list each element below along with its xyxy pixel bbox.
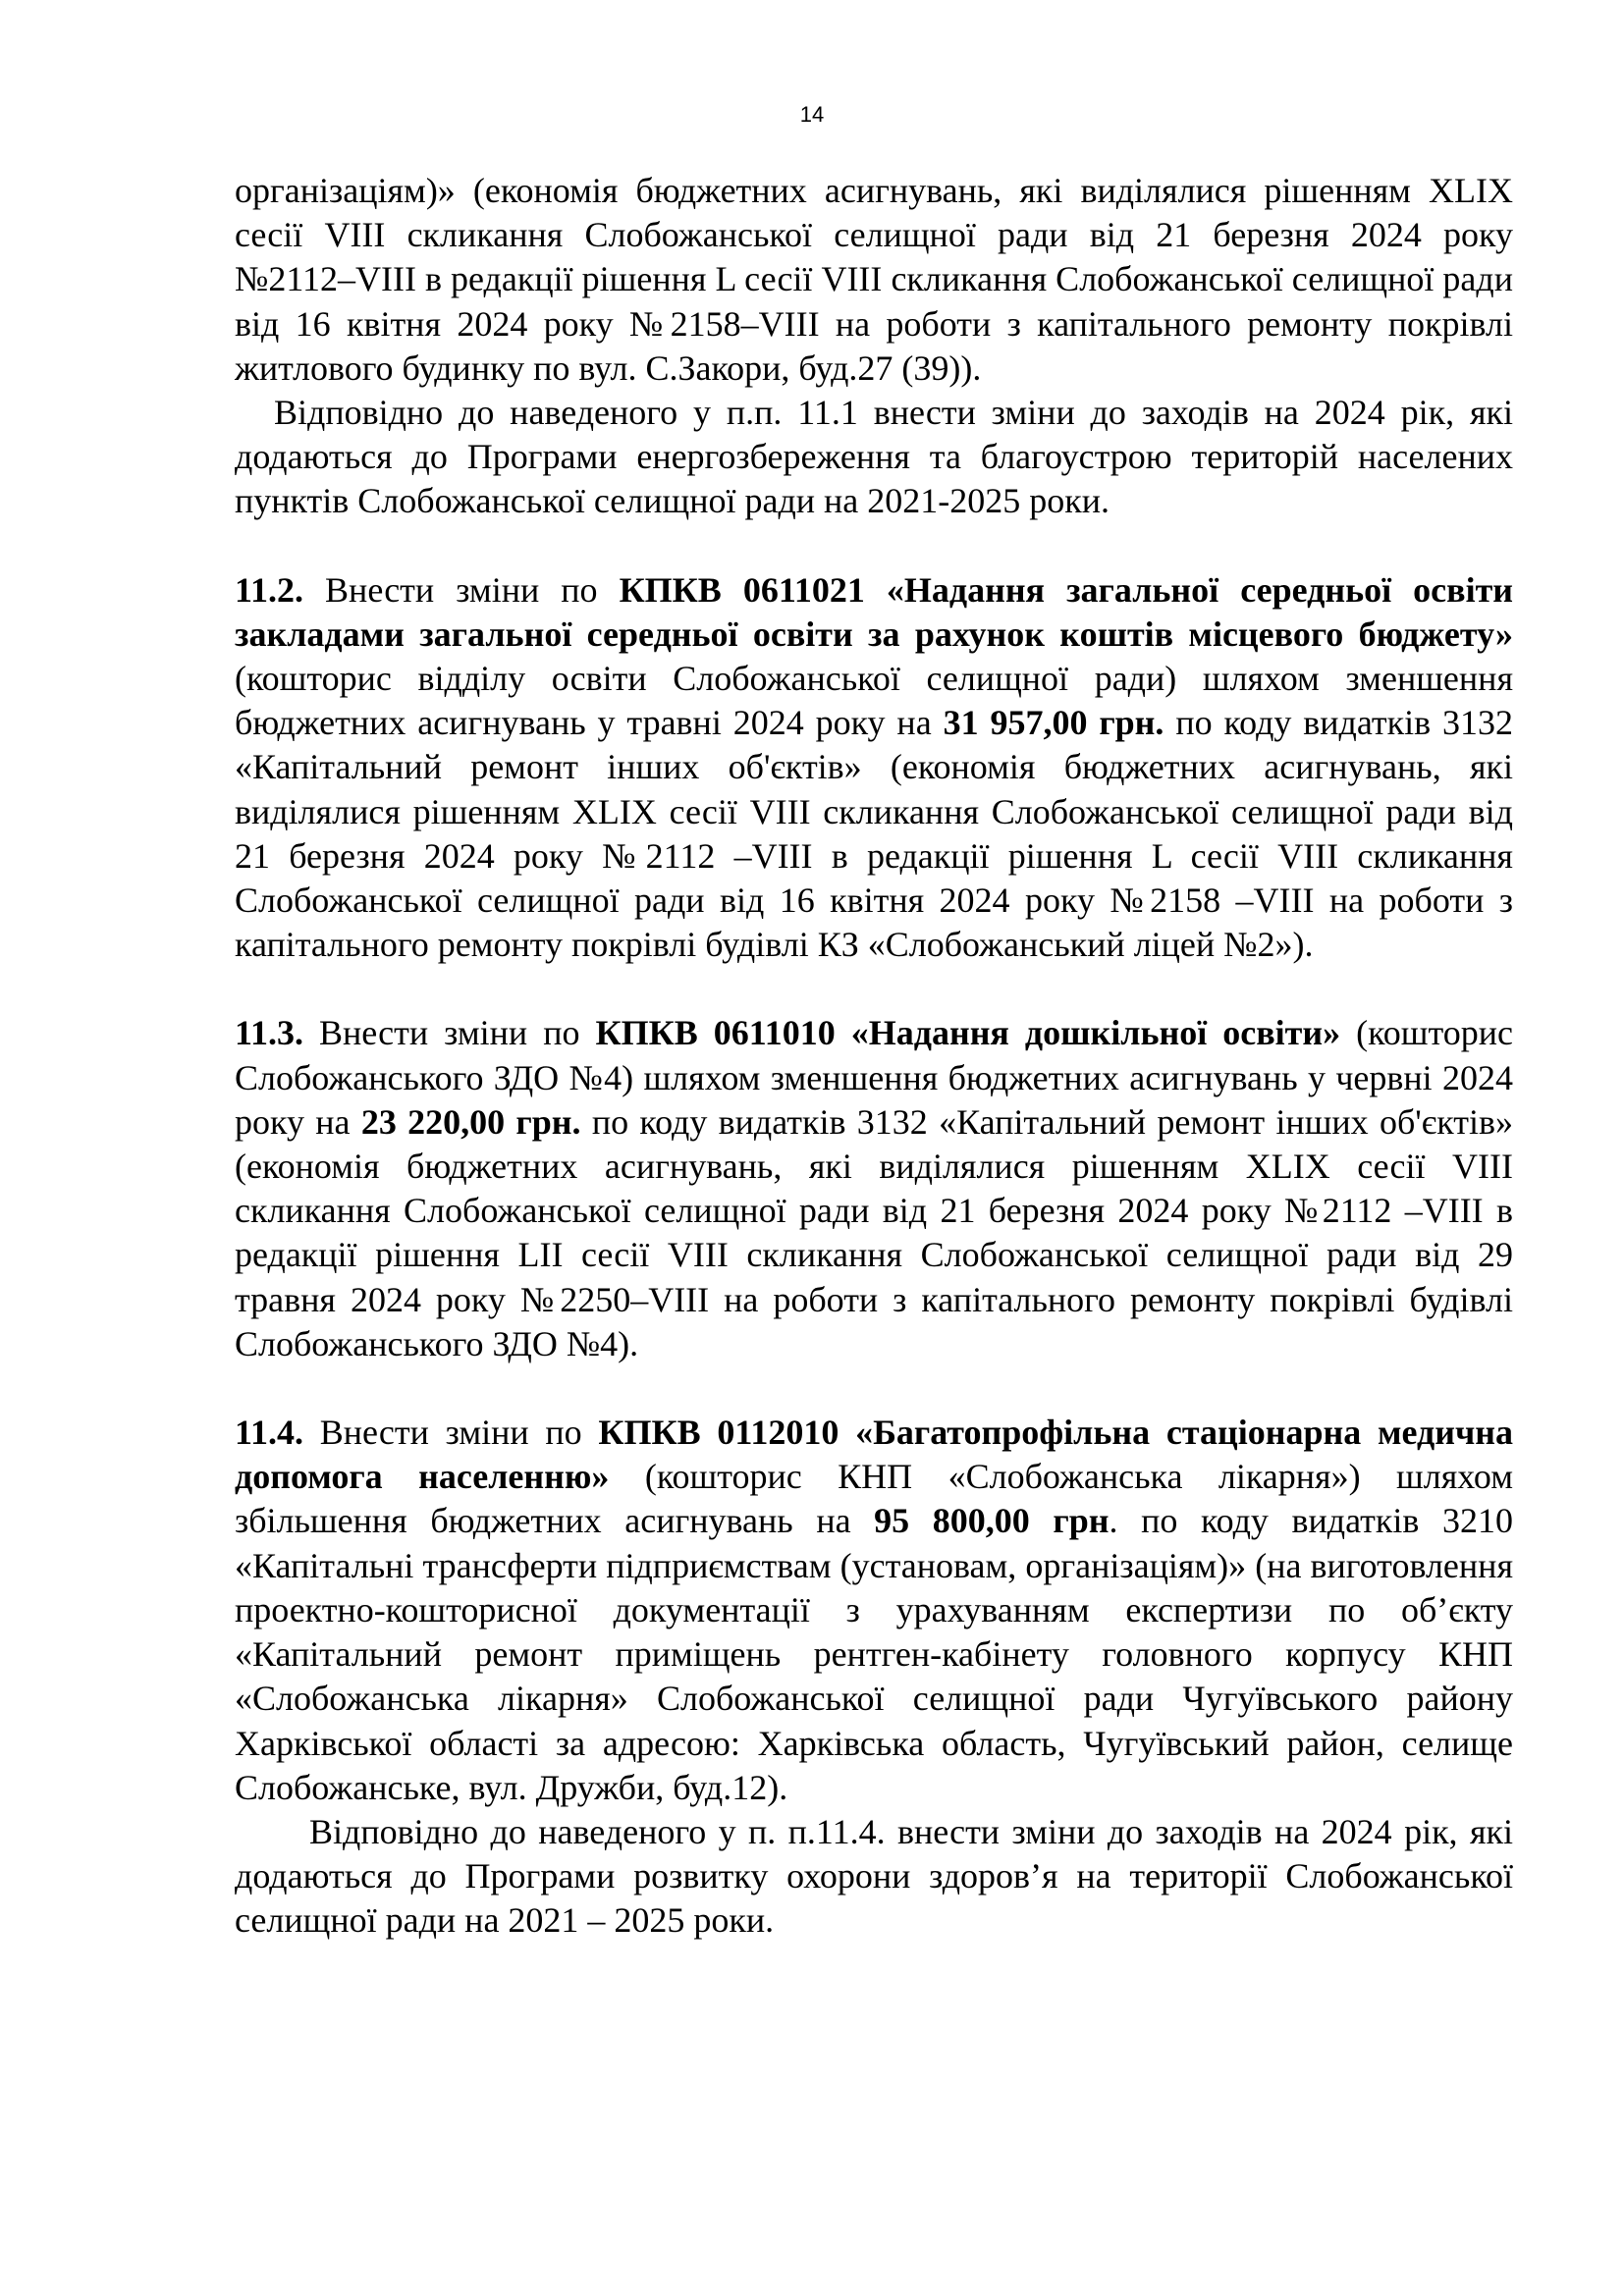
paragraph-text: (кошторис відділу освіти Слобожанської селищної ради) шляхом зменшення бюджетних асигнувань у травні 2024 року на (235, 659, 1513, 743)
paragraph-11-2 (235, 568, 1513, 968)
page-number: 14 (799, 102, 825, 127)
item-number: 11.4. (235, 1413, 304, 1453)
paragraph-text: (кошторис КНП «Слобожанська лікарня») шляхом збільшення бюджетних асигнувань на (235, 1457, 1513, 1541)
kpkv-title: КПКВ 0611021 «Надання загальної середньої освіти закладами загальної середньої освіти за рахунок коштів місцевого бюджету» (235, 569, 1513, 654)
amount: 23 220,00 грн. (360, 1101, 581, 1142)
paragraph-program-reference-11-4: Відповідно до наведеного у п. п.11.4. внести зміни до заходів на 2024 рік, які додаються до Програми розвитку охорони здоров’я на території Слобожанської селищної ради на 2021 – 2025 роки. (235, 1811, 1513, 1941)
paragraph-11-4 (235, 1411, 1513, 1810)
paragraph-text: по коду видатків 3132 «Капітальний ремонт інших об'єктів» (економія бюджетних асигнувань, які виділялися рішенням XLIX сесії VIII скликання Слобожанської селищної ради від 21 березня 2024 року №2112 –VIII в редакції рішення L сесії VIII скликання Слобожанської селищної ради від 16 квітня 2024 року №2158 –VIII на роботи з капітального ремонту покрівлі будівлі КЗ «Слобожанський ліцей №2»). (235, 703, 1513, 965)
paragraph-text: Внести зміни по (303, 1013, 596, 1053)
paragraph-text: Внести зміни по (303, 1413, 599, 1453)
item-number: 11.3. (235, 1013, 304, 1053)
kpkv-title: КПКВ 0112010 «Багатопрофільна стаціонарна медична допомога населенню» (235, 1413, 1513, 1497)
amount: 31 957,00 грн. (943, 703, 1164, 743)
paragraph-text: Внести зміни по (303, 569, 620, 610)
paragraph-text: . по коду видатків 3210 «Капітальні трансферти підприємствам (установам, організаціям)» (на виготовлення проектно-кошторисної документації з урахуванням експертизи по об’єкту «Капітальний ремонт приміщень рентген-кабінету головного корпусу КНП «Слобожанська лікарня» Слобожанської селищної ради Чугуївського району Харківської області за адресою: Харківська область, Чугуївський район, селище Слобожанське, вул. Дружби, буд.12). (235, 1501, 1513, 1807)
paragraph-text: (кошторис Слобожанського ЗДО №4) шляхом зменшення бюджетних асигнувань у червні 2024 року на (235, 1013, 1513, 1142)
document-body (235, 169, 1513, 1944)
amount: 95 800,00 грн (874, 1501, 1110, 1541)
paragraph-text: по коду видатків 3132 «Капітальний ремонт інших об'єктів» (економія бюджетних асигнувань, які виділялися рішенням XLIX сесії VIII скликання Слобожанської селищної ради від 21 березня 2024 року №2112 –VIII в редакції рішення LII сесії VIII скликання Слобожанської селищної ради від 29 травня 2024 року №2250–VIII на роботи з капітального ремонту покрівлі будівлі Слобожанського ЗДО №4). (235, 1101, 1513, 1363)
paragraph-11-3 (235, 1011, 1513, 1366)
kpkv-title: КПКВ 0611010 «Надання дошкільної освіти» (595, 1013, 1341, 1053)
paragraph-program-reference-11-1: Відповідно до наведеного у п.п. 11.1 внести зміни до заходів на 2024 рік, які додаються до Програми енергозбереження та благоустрою територій населених пунктів Слобожанської селищної ради на 2021-2025 роки. (235, 393, 1513, 521)
item-number: 11.2. (235, 569, 304, 610)
paragraph-continuation: організаціям)» (економія бюджетних асигнувань, які виділялися рішенням XLIX сесії VIII скликання Слобожанської селищної ради від 21 березня 2024 року №2112–VIII в редакції рішення L сесії VIII скликання Слобожанської селищної ради від 16 квітня 2024 року №2158–VIII на роботи з капітального ремонту покрівлі житлового будинку по вул. С.Закори, буд.27 (39)). (235, 171, 1513, 388)
